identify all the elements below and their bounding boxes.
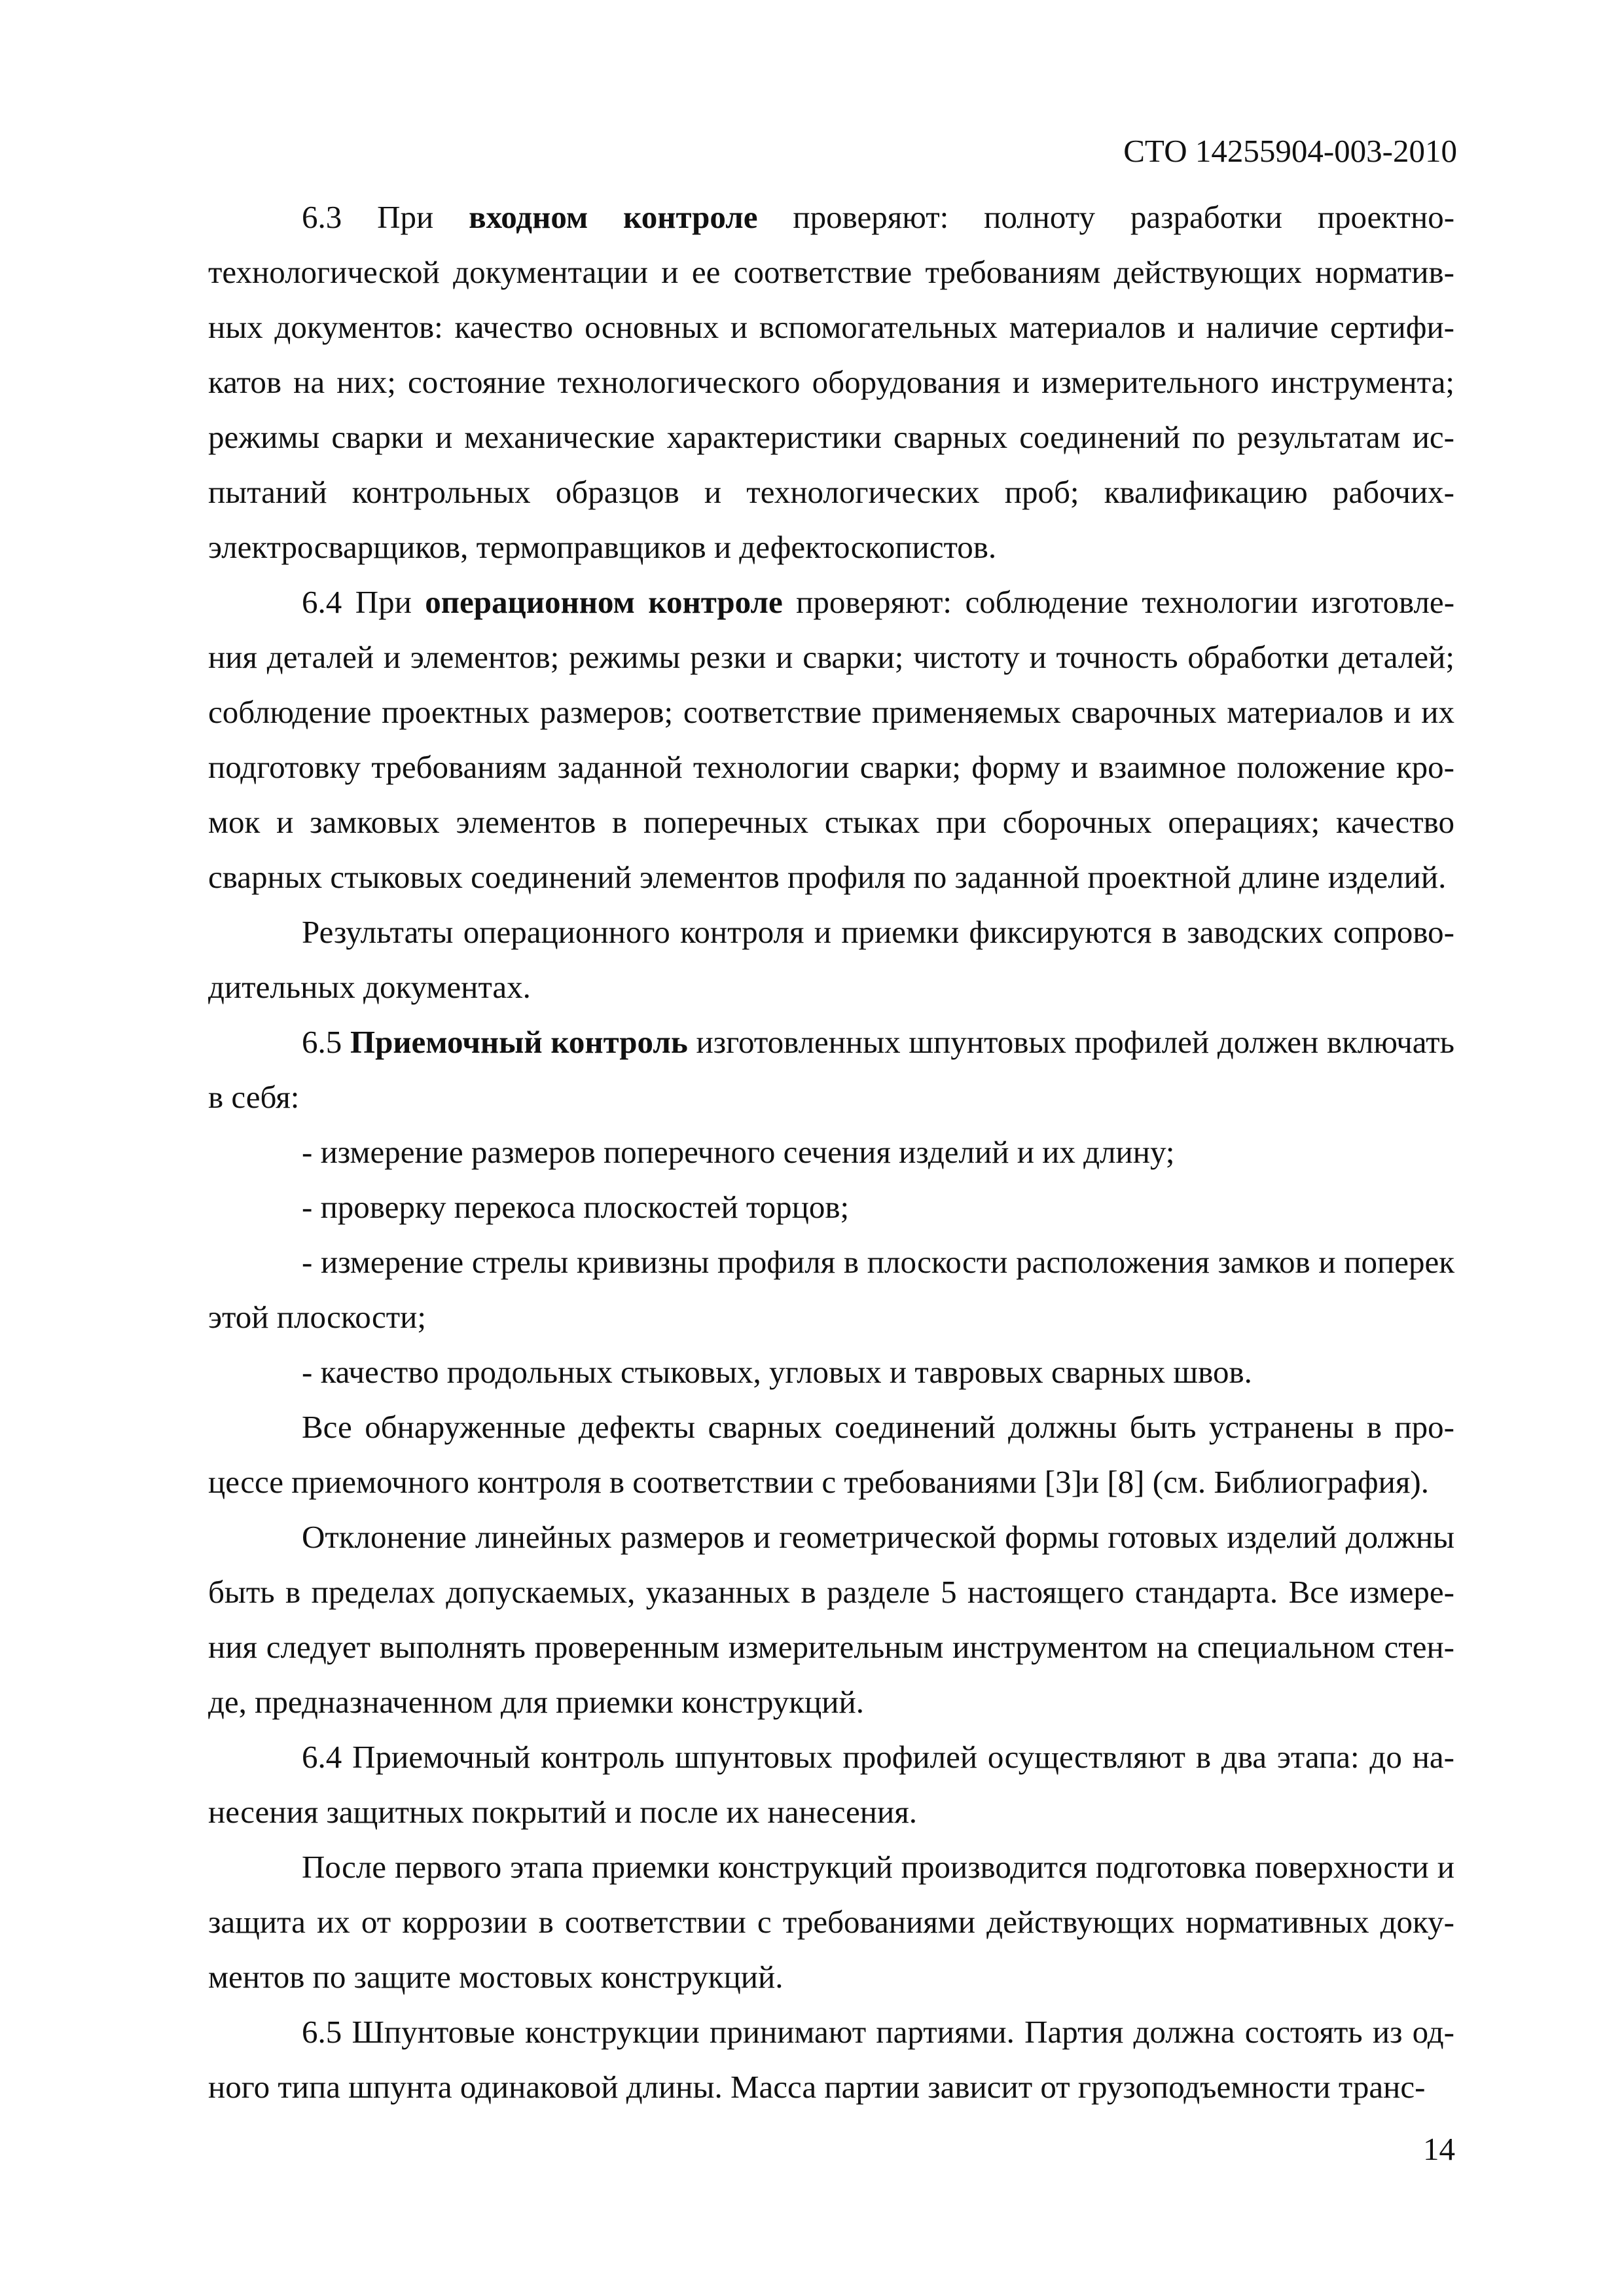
list-item: - качество продольных стыковых, угловых и тавровых сварных швов. <box>302 1354 1252 1390</box>
paragraph-6-5 <box>208 1015 1454 1125</box>
list-item: - измерение размеров поперечного сечения изделий и их длину; <box>302 1134 1175 1170</box>
paragraph-6-3 <box>208 190 1454 575</box>
document-body <box>208 190 1454 2115</box>
paragraph-text: проверяют: соблюдение технологии изготовления деталей и элементов; режимы резки и сварки; чистоту и точность обработки деталей; соблюдение проектных размеров; соответствие применяемых сварочных материалов и их подготовку требованиям заданной технологии сварки; форму и взаимное положение кромок и замковых элементов в поперечных стыках при сборочных операциях; качество сварных стыковых соединений элементов профиля по заданной проектной длине изделий. <box>208 584 1455 895</box>
paragraph-text: проверяют: полноту разработки проектно-технологической документации и ее соответствие требованиям действующих нормативных документов: качество основных и вспомогательных материалов и наличие сертификатов на них; состояние технологического оборудования и измерительного инструмента; режимы сварки и механические характеристики сварных соединений по результатам испытаний контрольных образцов и технологических проб; квалификацию рабочих-электросварщиков, термоправщиков и дефектоскопистов. <box>208 199 1455 565</box>
paragraph-defects: Все обнаруженные дефекты сварных соединений должны быть устранены в процессе приемочного контроля в соответствии с требованиями [3]и [8] (см. Библиография). <box>208 1409 1454 1500</box>
paragraph-number: 6.3 При <box>302 199 469 235</box>
document-code: СТО 14255904-003-2010 <box>1123 133 1457 169</box>
list-item: - проверку перекоса плоскостей торцов; <box>302 1189 850 1225</box>
bold-term: Приемочный контроль <box>350 1024 688 1060</box>
bold-term: входном контроле <box>469 199 758 235</box>
paragraph-number: 6.5 <box>302 1024 350 1060</box>
paragraph-text: изготовленных шпунтовых профилей должен включать в себя: <box>208 1024 1454 1115</box>
paragraph-6-4-acceptance: 6.4 Приемочный контроль шпунтовых профилей осуществляют в два этапа: до нанесения защитных покрытий и после их нанесения. <box>208 1739 1454 1830</box>
paragraph-6-4 <box>208 575 1454 905</box>
paragraph-deviation: Отклонение линейных размеров и геометрической формы готовых изделий должны быть в пределах допускаемых, указанных в разделе 5 настоящего стандарта. Все измерения следует выполнять проверенным измерительным инструментом на специальном стенде, предназначенном для приемки конструкций. <box>208 1519 1454 1720</box>
paragraph-number: 6.4 При <box>302 584 425 620</box>
paragraph-6-5-batches: 6.5 Шпунтовые конструкции принимают партиями. Партия должна состоять из одного типа шпунта одинаковой длины. Масса партии зависит от грузоподъемности транс- <box>208 2014 1454 2105</box>
paragraph-results: Результаты операционного контроля и приемки фиксируются в заводских сопроводительных документах. <box>208 914 1454 1005</box>
list-item: - измерение стрелы кривизны профиля в плоскости расположения замков и поперек этой плоскости; <box>208 1244 1454 1335</box>
page-number: 14 <box>1423 2131 1455 2167</box>
bold-term: операционном контроле <box>425 584 783 620</box>
paragraph-after-first-stage: После первого этапа приемки конструкций производится подготовка поверхности и защита их от коррозии в соответствии с требованиями действующих нормативных документов по защите мостовых конструкций. <box>208 1849 1454 1995</box>
